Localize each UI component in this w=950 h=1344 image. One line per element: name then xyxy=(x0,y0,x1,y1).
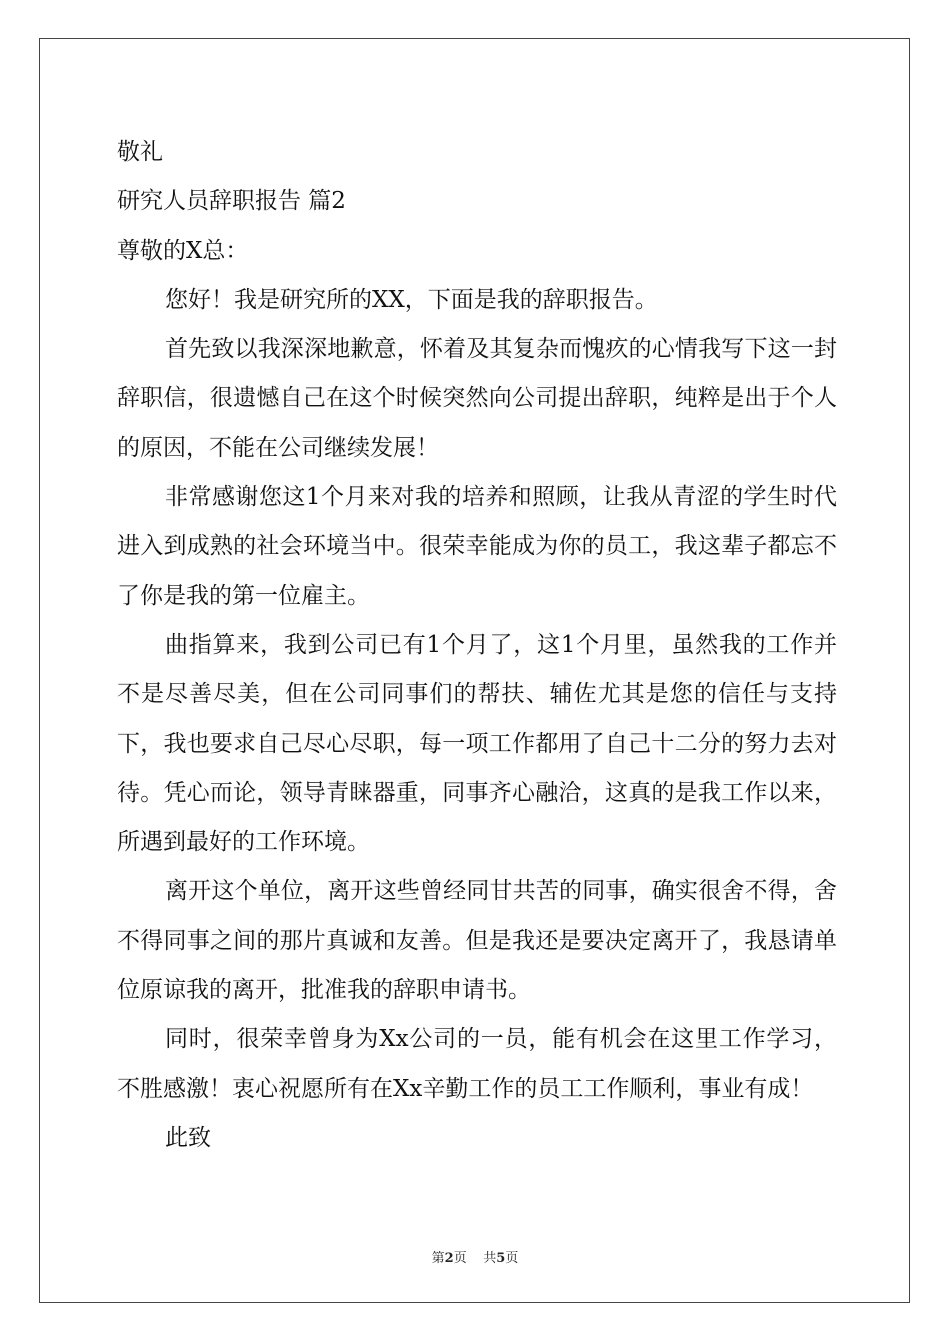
total-label-prefix: 共 xyxy=(483,1251,497,1266)
paragraph-thanks: 非常感谢您这1个月来对我的培养和照顾，让我从青涩的学生时代进入到成熟的社会环境当中。很荣幸能成为你的员工，我这辈子都忘不了你是我的第一位雇主。 xyxy=(117,484,837,609)
paragraph-reflection: 曲指算来，我到公司已有1个月了，这1个月里，虽然我的工作并不是尽善尽美，但在公司同事们的帮扶、辅佐尤其是您的信任与支持下，我也要求自己尽心尽职，每一项工作都用了自己十二分的努力去对待。凭心而论，领导青睐器重，同事齐心融洽，这真的是我工作以来，所遇到最好的工作环境。 xyxy=(117,631,837,856)
closing-line: 敬礼 xyxy=(117,139,163,165)
current-page-number: 2 xyxy=(444,1251,454,1266)
total-label-suffix: 页 xyxy=(505,1251,519,1266)
document-body xyxy=(117,128,837,1163)
total-page-number: 5 xyxy=(496,1251,506,1266)
page-label-suffix: 页 xyxy=(453,1251,467,1266)
paragraph-wishes: 同时，很荣幸曾身为Xx公司的一员，能有机会在这里工作学习，不胜感激！衷心祝愿所有在Xx辛勤工作的员工工作顺利，事业有成！ xyxy=(117,1026,837,1102)
document-title: 研究人员辞职报告 篇2 xyxy=(117,188,346,215)
paragraph-greeting: 您好！我是研究所的XX，下面是我的辞职报告。 xyxy=(165,286,658,313)
paragraph-closing: 此致 xyxy=(165,1124,211,1151)
paragraph-leaving: 离开这个单位，离开这些曾经同甘共苦的同事，确实很舍不得，舍不得同事之间的那片真诚和友善。但是我还是要决定离开了，我恳请单位原谅我的离开，批准我的辞职申请书。 xyxy=(117,878,837,1004)
salutation: 尊敬的X总： xyxy=(117,237,249,264)
page-footer xyxy=(0,1247,950,1266)
paragraph-apology: 首先致以我深深地歉意，怀着及其复杂而愧疚的心情我写下这一封辞职信，很遗憾自己在这个时候突然向公司提出辞职，纯粹是出于个人的原因，不能在公司继续发展！ xyxy=(117,336,837,461)
page-label-prefix: 第 xyxy=(431,1251,445,1266)
